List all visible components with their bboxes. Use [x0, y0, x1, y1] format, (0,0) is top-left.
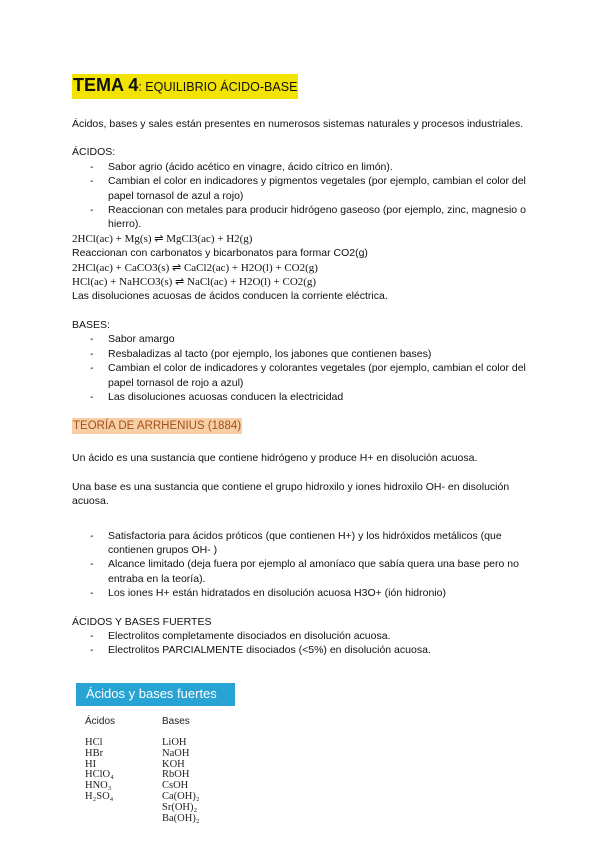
list-item: - Resbaladizas al tacto (por ejemplo, los jabones que contienen bases)	[72, 347, 532, 361]
strong-acids-bases-table	[76, 683, 235, 848]
arrhenius-heading: TEORÍA DE ARRHENIUS (1884)	[73, 420, 242, 433]
title-sub: : EQUILIBRIO ÁCIDO-BASE	[138, 80, 298, 94]
table-cell: HClO₄	[85, 769, 114, 781]
list-item: - Alcance limitado (deja fuera por ejemplo al amoníaco que sabía quera una base pero no entraba en la teoría).	[72, 557, 532, 586]
intro-paragraph: Ácidos, bases y sales están presentes en numerosos sistemas naturales y procesos industriales.	[72, 118, 524, 130]
carbonates-text: Reaccionan con carbonatos y bicarbonatos para formar CO2(g)	[72, 247, 368, 260]
table-cell: Ba(OH)₂	[162, 812, 200, 824]
table-cell: HNO₃	[85, 780, 112, 792]
acids-list	[72, 160, 532, 232]
bases-column	[162, 738, 199, 824]
equation-mg: 2HCl(ac) + Mg(s) ⇌ MgCl3(ac) + H2(g)	[72, 232, 253, 245]
page-title	[72, 74, 298, 99]
list-item: - Sabor agrio (ácido acético en vinagre, ácido cítrico en limón).	[72, 160, 532, 174]
table-cell: Ca(OH)₂	[162, 790, 200, 802]
table-title: Ácidos y bases fuertes	[76, 683, 235, 706]
table-cell: Sr(OH)₂	[162, 801, 198, 813]
list-item: - Satisfactoria para ácidos próticos (que contienen H+) y los hidróxidos metálicos (que contienen grupos OH- )	[72, 529, 532, 558]
table-cell: LiOH	[162, 737, 187, 748]
list-item: - Las disoluciones acuosas conducen la electricidad	[72, 390, 532, 404]
table-cell: HI	[85, 758, 97, 770]
table-cell: NaOH	[162, 747, 190, 759]
title-main: TEMA 4	[73, 75, 139, 95]
column-header-bases: Bases	[162, 716, 190, 727]
list-item: - Los iones H+ están hidratados en disolución acuosa H3O+ (ión hidronio)	[72, 586, 532, 600]
base-definition: Una base es una sustancia que contiene el grupo hidroxilo y iones hidroxilo OH- en disolución acuosa.	[72, 480, 510, 508]
arrhenius-list	[72, 529, 532, 601]
equation-caco3: 2HCl(ac) + CaCO3(s) ⇌ CaCl2(ac) + H2O(l) + CO2(g)	[72, 261, 318, 274]
acid-definition: Un ácido es una sustancia que contiene hidrógeno y produce H+ en disolución acuosa.	[72, 452, 478, 465]
table-cell: HBr	[85, 747, 104, 759]
table-cell: CsOH	[162, 780, 189, 792]
list-item: - Electrolitos completamente disociados en disolución acuosa.	[72, 629, 532, 643]
table-cell: RbOH	[162, 769, 190, 781]
acids-heading: ÁCIDOS:	[72, 146, 116, 159]
strong-heading: ÁCIDOS Y BASES FUERTES	[72, 615, 212, 628]
column-header-acids: Ácidos	[85, 716, 116, 727]
bases-list	[72, 332, 532, 404]
strong-list	[72, 629, 532, 658]
document-page	[72, 74, 532, 658]
table-cell: HCl	[85, 737, 103, 748]
list-item: - Cambian el color en indicadores y pigmentos vegetales (por ejemplo, cambian el color del papel tornasol de azul a rojo)	[72, 174, 532, 203]
bases-heading: BASES:	[72, 318, 110, 331]
list-item: - Sabor amargo	[72, 332, 532, 346]
equation-nahco3: HCl(ac) + NaHCO3(s) ⇌ NaCl(ac) + H2O(l) + CO2(g)	[72, 276, 317, 289]
table-cell: KOH	[162, 758, 185, 770]
acids-column	[85, 738, 114, 803]
list-item: - Cambian el color de indicadores y colorantes vegetales (por ejemplo, cambian el color del papel tornasol de rojo a azul)	[72, 361, 532, 390]
acids-conduct-note: Las disoluciones acuosas de ácidos conducen la corriente eléctrica.	[72, 290, 388, 303]
list-item: - Reaccionan con metales para producir hidrógeno gaseoso (por ejemplo, zinc, magnesio o hierro).	[72, 203, 532, 232]
list-item: - Electrolitos PARCIALMENTE disociados (<5%) en disolución acuosa.	[72, 643, 532, 657]
table-cell: H₂SO₄	[85, 790, 114, 802]
